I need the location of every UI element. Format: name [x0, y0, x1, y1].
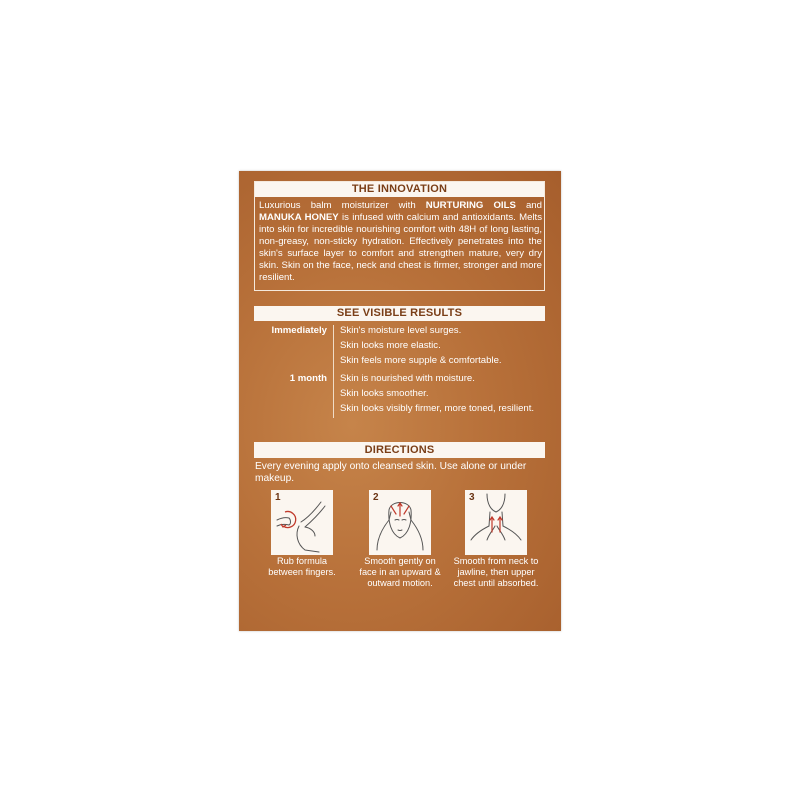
result-item: Skin looks more elastic. [340, 340, 441, 351]
innovation-text [259, 200, 542, 284]
results-label: 1 month [289, 372, 327, 384]
innovation-text-2: and [515, 200, 542, 211]
nurturing-oils-text: NURTURING OILS [425, 200, 516, 211]
results-items [333, 325, 545, 373]
product-box-back [239, 171, 561, 631]
innovation-title: THE INNOVATION [255, 182, 544, 197]
step-number: 2 [373, 492, 379, 503]
results-label: Immediately [271, 325, 327, 336]
step-1-panel [271, 490, 333, 555]
results-row-1-month [254, 373, 545, 418]
results-items [333, 373, 545, 418]
innovation-text-1: Luxurious balm moisturizer with [259, 200, 426, 211]
manuka-honey-text: MANUKA HONEY [259, 212, 339, 223]
result-item: Skin looks visibly firmer, more toned, resilient. [340, 402, 535, 414]
step-3-caption: Smooth from neck to jawline, then upper chest until absorbed. [453, 556, 539, 588]
step-3-panel [465, 490, 527, 555]
innovation-section [254, 181, 545, 291]
results-table [254, 323, 545, 418]
step-2-caption: Smooth gently on face in an upward & outward motion. [359, 556, 441, 588]
step-number: 1 [275, 492, 281, 503]
directions-title: DIRECTIONS [254, 442, 545, 458]
directions-text: Every evening apply onto cleansed skin. Use alone or under makeup. [255, 461, 527, 484]
result-item: Skin's moisture level surges. [340, 325, 462, 336]
result-item: Skin looks smoother. [340, 387, 429, 399]
step-2-panel [369, 490, 431, 555]
neck-smoothing-icon [465, 490, 527, 555]
face-smoothing-icon [369, 490, 431, 555]
result-item: Skin feels more supple & comfortable. [340, 355, 502, 366]
innovation-text-3: is infused with calcium and antioxidants. Melts into skin for incredible nourishing comfort with 48H of long lasting, non-greasy, non-sticky hydration. Effectively penetrates into the skin's surface layer to comfort and strengthen mature, very dry skin. Skin on the face, neck and chest is firmer, stronger and more resilient. [259, 212, 543, 283]
results-row-immediately [254, 325, 545, 373]
fingers-rubbing-icon [271, 490, 333, 555]
step-number: 3 [469, 492, 475, 503]
step-1-caption: Rub formula between fingers. [268, 556, 336, 577]
results-title: SEE VISIBLE RESULTS [254, 306, 545, 321]
result-item: Skin is nourished with moisture. [340, 372, 475, 384]
